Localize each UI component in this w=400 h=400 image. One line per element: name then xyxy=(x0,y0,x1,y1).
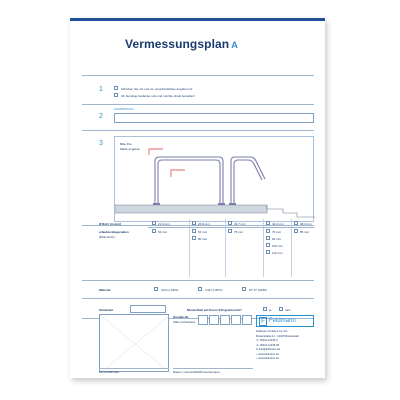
sample-no-checkbox[interactable] xyxy=(279,307,283,311)
sign-line xyxy=(173,368,253,369)
drawing-caption-1: Bitte Ihre xyxy=(120,142,133,146)
bend-radius-label: erlaubte Biegeradien xyxy=(99,230,129,234)
radius-label-2-2: 80 mm xyxy=(198,237,208,241)
section-number-1: 1 xyxy=(99,86,103,93)
diameter-checkbox-1[interactable] xyxy=(152,221,156,225)
customer-number-sub: (falls vorhanden) xyxy=(173,320,196,324)
railing-drawing xyxy=(114,136,314,222)
stamp-box[interactable] xyxy=(99,314,169,372)
customer-digit-4[interactable] xyxy=(231,315,241,325)
contact-line: Musterstraße 12 · 12345 Musterstadt xyxy=(256,334,299,338)
kommission-input[interactable] xyxy=(114,113,314,123)
divider xyxy=(82,75,314,76)
drawing-caption-2: Maße angeben xyxy=(120,147,141,151)
logo-icon: F xyxy=(259,317,267,326)
radius-checkbox-4-3[interactable] xyxy=(266,243,270,247)
top-bar xyxy=(70,18,325,21)
divider xyxy=(82,280,314,281)
logo-name: Feldmann xyxy=(269,318,296,324)
table-divider xyxy=(148,227,314,228)
stamp-cross xyxy=(100,315,170,373)
diameter-checkbox-2[interactable] xyxy=(192,221,196,225)
quantity-input[interactable] xyxy=(130,305,166,313)
customer-digit-5[interactable] xyxy=(242,315,252,325)
radius-checkbox-1-1[interactable] xyxy=(152,229,156,233)
divider xyxy=(82,298,314,299)
material-label: Material xyxy=(99,288,111,292)
tube-diameter-label: Ø Rohr [in mm] xyxy=(99,222,121,226)
diameter-label-3: 33,7 mm xyxy=(234,222,246,226)
offer-checkbox[interactable] xyxy=(114,86,118,90)
radius-label-4-4: 110 mm xyxy=(272,251,283,255)
bend-radius-sub: [Mitte Rohr] xyxy=(99,235,115,239)
radius-label-2-1: 54 mm xyxy=(198,230,208,234)
contact-line: Feldmann GmbH & Co. KG xyxy=(256,330,288,333)
radius-label-5-1: 85 mm xyxy=(300,230,310,234)
customer-digit-1[interactable] xyxy=(198,315,208,325)
section-number-2: 2 xyxy=(99,113,103,120)
title-variant: A xyxy=(231,40,238,50)
diameter-label-2: 26,9 mm xyxy=(198,222,210,226)
customer-digit-3[interactable] xyxy=(220,315,230,325)
radius-checkbox-2-1[interactable] xyxy=(192,229,196,233)
material-st37-checkbox[interactable] xyxy=(242,287,246,291)
order-checkbox[interactable] xyxy=(114,93,118,97)
contact-line: ⌂ www.feldmann.de xyxy=(256,357,279,360)
radius-checkbox-4-2[interactable] xyxy=(266,236,270,240)
material-v4a-label: V4A (1.4571) xyxy=(205,288,223,292)
stamp-caption: Firmenstempel xyxy=(99,370,119,374)
radius-label-4-2: 90 mm xyxy=(272,237,282,241)
sample-yes-checkbox[interactable] xyxy=(263,307,267,311)
contact-line: ⌂ www.feldmann.de xyxy=(256,352,279,356)
customer-number-label: Kunden-Nr. xyxy=(173,315,190,319)
offer-label: Schicken Sie mir erst ein unverbindliches Angebot zu! xyxy=(121,86,193,91)
diameter-label-4: 42,4 mm xyxy=(272,222,284,226)
radius-checkbox-2-2[interactable] xyxy=(192,236,196,240)
radius-checkbox-4-4[interactable] xyxy=(266,250,270,254)
diameter-label-1: 21,3 mm xyxy=(158,222,170,226)
customer-digit-2[interactable] xyxy=(209,315,219,325)
sample-label: Muster/Seil auf Kunst 245 gewünscht? xyxy=(187,308,242,312)
title-text: Vermessungsplan xyxy=(125,37,230,51)
divider xyxy=(82,104,314,105)
material-v2a-label: V2A (1.4301) xyxy=(161,288,179,292)
radius-label-4-3: 100 mm xyxy=(272,244,283,248)
sign-caption: Datum, Unterschrift/Firmenstempel xyxy=(173,370,220,374)
radius-label-3-1: 76 mm xyxy=(234,230,244,234)
diameter-checkbox-3[interactable] xyxy=(228,221,232,225)
diameter-checkbox-4[interactable] xyxy=(266,221,270,225)
divider xyxy=(82,130,314,131)
radius-checkbox-5-1[interactable] xyxy=(294,229,298,233)
page-title xyxy=(125,37,238,51)
material-st37-label: ST 37 (S235) xyxy=(249,288,267,292)
order-label: Ich benötige Geländer erst und möchte direkt bestellen! xyxy=(121,93,195,98)
form-sheet xyxy=(70,18,325,378)
stamp-line xyxy=(99,368,169,369)
diameter-checkbox-5[interactable] xyxy=(294,221,298,225)
contact-line: ✉ info@feldmann.de xyxy=(256,348,280,351)
railing-sketch xyxy=(115,137,315,223)
radius-label-4-1: 76 mm xyxy=(272,230,282,234)
contact-line: ☏ 05241-12345-0 xyxy=(256,339,278,342)
kommission-label: KOMMISSION: xyxy=(114,107,135,111)
radius-checkbox-4-1[interactable] xyxy=(266,229,270,233)
material-v2a-checkbox[interactable] xyxy=(154,287,158,291)
diameter-label-5: 48,3 mm xyxy=(300,222,312,226)
section-number-3: 3 xyxy=(99,140,103,147)
radius-checkbox-3-1[interactable] xyxy=(228,229,232,233)
material-v4a-checkbox[interactable] xyxy=(198,287,202,291)
company-logo xyxy=(256,315,314,327)
quantity-label: Stückzahl xyxy=(99,308,114,312)
contact-line: ☏ 05241-12345-99 xyxy=(256,343,280,347)
radius-label-1-1: 54 mm xyxy=(158,230,168,234)
sample-yes-label: ja xyxy=(269,308,272,312)
sample-no-label: nein xyxy=(285,308,291,312)
